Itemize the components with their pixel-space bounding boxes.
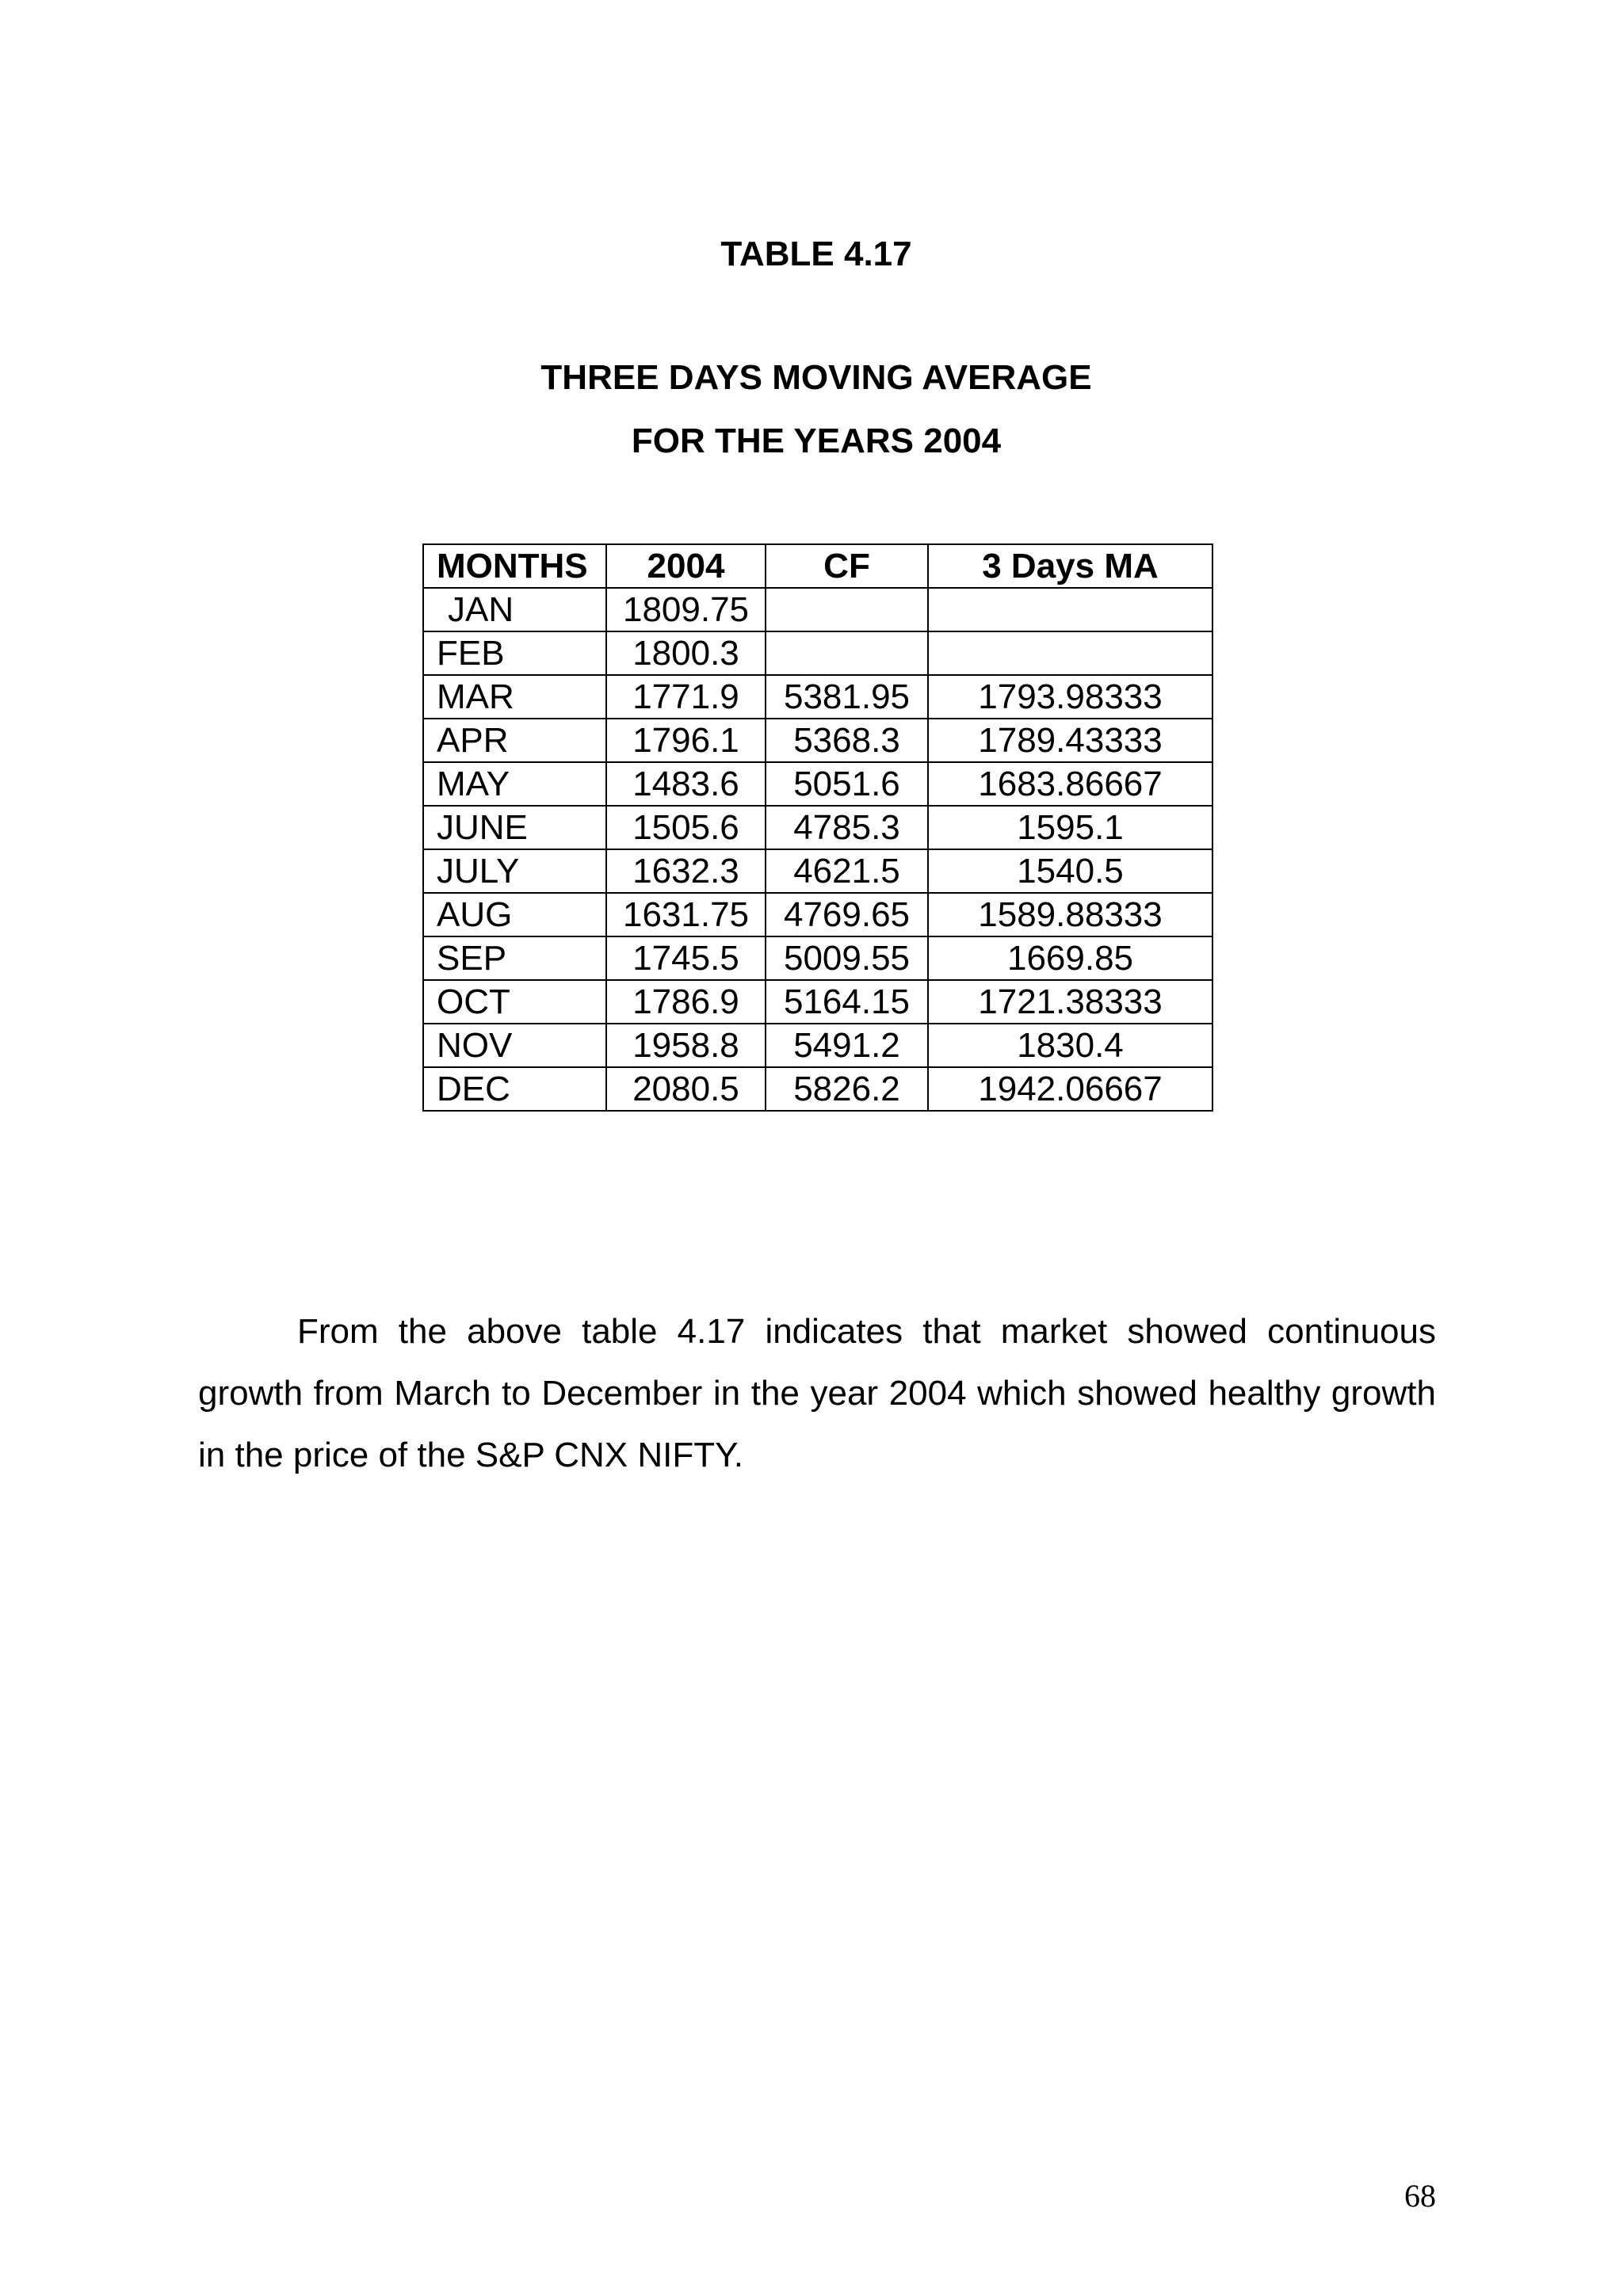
value-cell: 1745.5 [606, 936, 766, 980]
ma-cell: 1683.86667 [928, 762, 1212, 806]
value-cell: 1958.8 [606, 1024, 766, 1067]
cf-cell: 5051.6 [766, 762, 928, 806]
cf-cell: 5368.3 [766, 719, 928, 762]
table-row [423, 719, 1212, 762]
header-cf: CF [766, 544, 928, 588]
value-cell: 1483.6 [606, 762, 766, 806]
month-cell: MAY [423, 762, 606, 806]
table-row [423, 762, 1212, 806]
table-title-line-1: THREE DAYS MOVING AVERAGE [540, 358, 1092, 397]
header-months: MONTHS [423, 544, 606, 588]
ma-cell: 1669.85 [928, 936, 1212, 980]
cf-cell: 4785.3 [766, 806, 928, 849]
value-cell: 1631.75 [606, 893, 766, 936]
month-cell: JULY [423, 849, 606, 893]
value-cell: 1809.75 [606, 588, 766, 631]
table-row [423, 588, 1212, 631]
table-row [423, 806, 1212, 849]
month-cell: FEB [423, 631, 606, 675]
cf-cell [766, 631, 928, 675]
page-number: 68 [1404, 2178, 1436, 2214]
ma-cell: 1942.06667 [928, 1067, 1212, 1111]
table-row [423, 631, 1212, 675]
ma-cell: 1540.5 [928, 849, 1212, 893]
value-cell: 1505.6 [606, 806, 766, 849]
header-3-days-ma: 3 Days MA [928, 544, 1212, 588]
month-cell: DEC [423, 1067, 606, 1111]
month-cell: JUNE [423, 806, 606, 849]
month-cell: APR [423, 719, 606, 762]
ma-cell: 1793.98333 [928, 675, 1212, 719]
ma-cell: 1789.43333 [928, 719, 1212, 762]
cf-cell: 5009.55 [766, 936, 928, 980]
table-row [423, 675, 1212, 719]
cf-cell [766, 588, 928, 631]
month-cell: AUG [423, 893, 606, 936]
ma-cell: 1830.4 [928, 1024, 1212, 1067]
value-cell: 1632.3 [606, 849, 766, 893]
value-cell: 1796.1 [606, 719, 766, 762]
cf-cell: 5826.2 [766, 1067, 928, 1111]
ma-cell: 1721.38333 [928, 980, 1212, 1024]
cf-cell: 5381.95 [766, 675, 928, 719]
cf-cell: 5491.2 [766, 1024, 928, 1067]
value-cell: 1786.9 [606, 980, 766, 1024]
table-row [423, 893, 1212, 936]
month-cell: JAN [423, 588, 606, 631]
table-header-row [423, 544, 1212, 588]
cf-cell: 4769.65 [766, 893, 928, 936]
cf-cell: 4621.5 [766, 849, 928, 893]
cf-cell: 5164.15 [766, 980, 928, 1024]
table-row [423, 1024, 1212, 1067]
value-cell: 1800.3 [606, 631, 766, 675]
ma-cell [928, 631, 1212, 675]
table-number: TABLE 4.17 [720, 235, 912, 273]
value-cell: 1771.9 [606, 675, 766, 719]
month-cell: SEP [423, 936, 606, 980]
table-row [423, 849, 1212, 893]
moving-average-table [422, 543, 1213, 1112]
table-title-line-2: FOR THE YEARS 2004 [631, 421, 1002, 460]
table-row [423, 980, 1212, 1024]
header-year: 2004 [606, 544, 766, 588]
table-row [423, 936, 1212, 980]
ma-cell: 1595.1 [928, 806, 1212, 849]
month-cell: OCT [423, 980, 606, 1024]
month-cell: NOV [423, 1024, 606, 1067]
ma-cell: 1589.88333 [928, 893, 1212, 936]
ma-cell [928, 588, 1212, 631]
month-cell: MAR [423, 675, 606, 719]
table-row [423, 1067, 1212, 1111]
analysis-paragraph: From the above table 4.17 indicates that market showed continuous growth from March to December in the year 2004 which showed healthy growth in the price of the S&P CNX NIFTY. [198, 1312, 1436, 1474]
value-cell: 2080.5 [606, 1067, 766, 1111]
